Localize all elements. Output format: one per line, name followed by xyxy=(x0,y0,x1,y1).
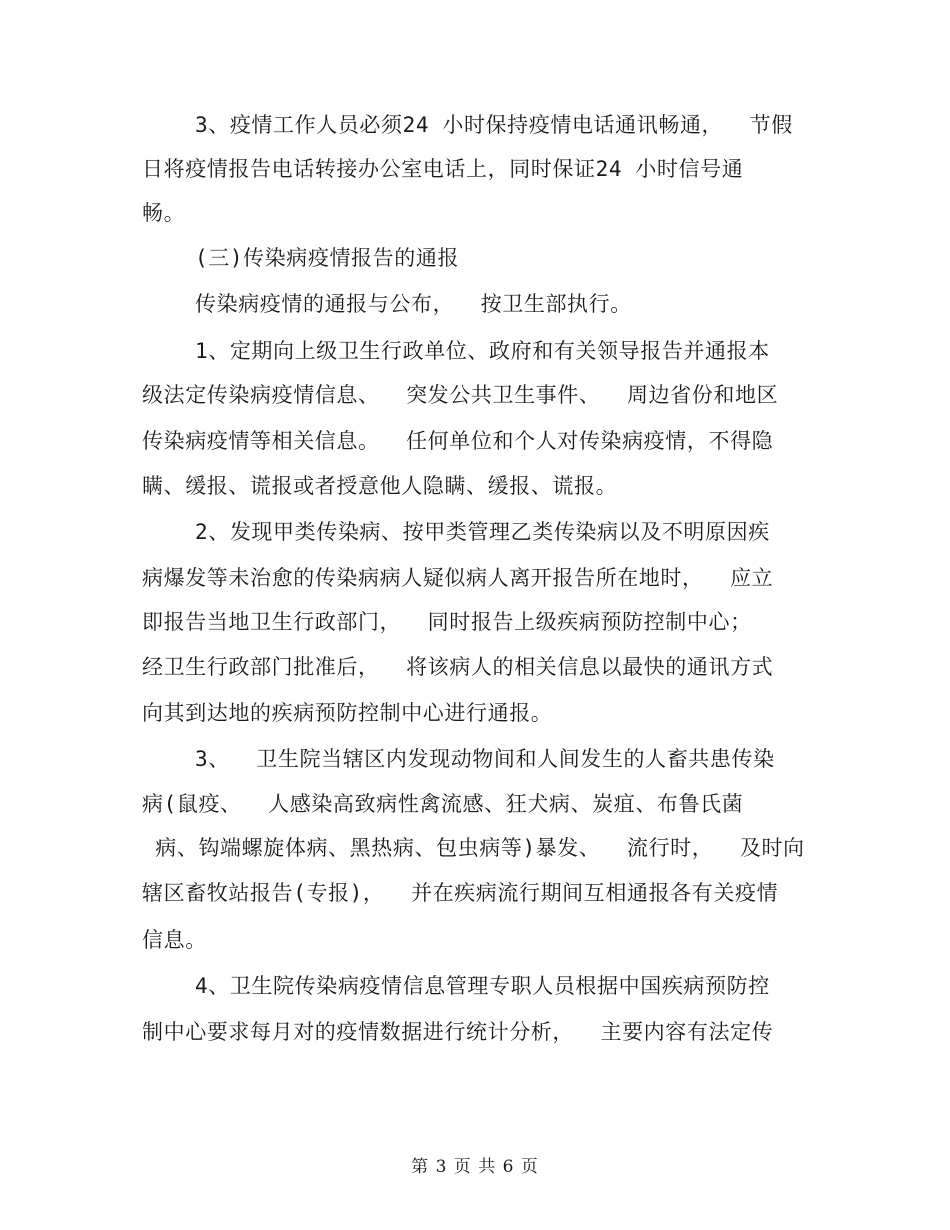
text-line: 畅。 xyxy=(142,201,186,225)
page-number: 第 3 页 共 6 页 xyxy=(411,1157,539,1177)
text-line: 3、 卫生院当辖区内发现动物间和人间发生的人畜共患传染 xyxy=(142,747,775,771)
text-line: 即报告当地卫生行政部门， 同时报告上级疾病预防控制中心； xyxy=(142,610,752,634)
text-line: 瞒、缓报、谎报或者授意他人隐瞒、缓报、谎报。 xyxy=(142,474,618,498)
text-line: 4、卫生院传染病疫情信息管理专职人员根据中国疾病预防控 xyxy=(142,974,770,998)
section-heading: (三)传染病疫情报告的通报 xyxy=(142,246,460,270)
text-line: 3、疫情工作人员必须24 小时保持疫情电话通讯畅通， 节假 xyxy=(142,113,793,137)
text-line: 辖区畜牧站报告(专报)， 并在疾病流行期间互相通报各有关疫情 xyxy=(142,881,779,905)
text-line: 传染病疫情的通报与公布， 按卫生部执行。 xyxy=(142,292,632,316)
text-line: 病(鼠疫、 人感染高致病性禽流感、狂犬病、炭疽、布鲁氏菌 xyxy=(142,792,744,816)
text-line: 经卫生行政部门批准后， 将该病人的相关信息以最快的通讯方式 xyxy=(142,655,774,679)
text-line: 2、发现甲类传染病、按甲类管理乙类传染病以及不明原因疾 xyxy=(142,520,770,544)
text-line: 向其到达地的疾病预防控制中心进行通报。 xyxy=(142,701,553,725)
text-line: 病、钩端螺旋体病、黑热病、包虫病等)暴发、 流行时， 及时向 xyxy=(142,836,805,860)
text-line: 日将疫情报告电话转接办公室电话上，同时保证24 小时信号通 xyxy=(142,157,744,181)
text-line: 制中心要求每月对的疫情数据进行统计分析， 主要内容有法定传 xyxy=(142,1020,774,1044)
text-line: 级法定传染病疫情信息、 突发公共卫生事件、 周边省份和地区 xyxy=(142,383,779,407)
text-line: 传染病疫情等相关信息。 任何单位和个人对传染病疫情，不得隐 xyxy=(142,429,774,453)
text-line: 1、定期向上级卫生行政单位、政府和有关领导报告并通报本 xyxy=(142,339,770,363)
text-line: 病爆发等未治愈的传染病病人疑似病人离开报告所在地时， 应立 xyxy=(142,566,774,590)
text-line: 信息。 xyxy=(142,928,207,952)
